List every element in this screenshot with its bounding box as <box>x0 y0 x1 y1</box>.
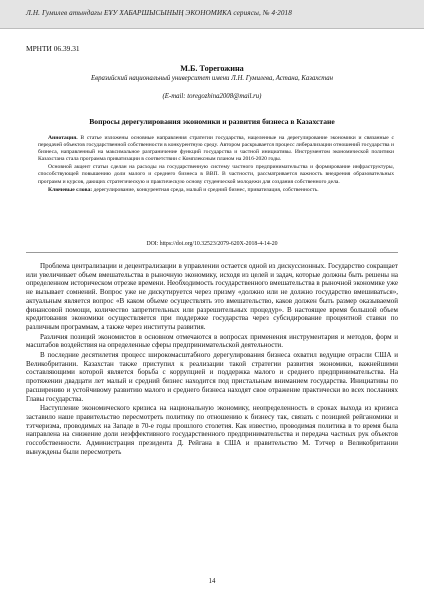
keywords <box>38 187 394 194</box>
abstract <box>38 135 394 195</box>
author-email: (E-mail: toregozhina2008@mail.ru) <box>162 93 262 100</box>
article-title: Вопросы дерегулирования экономики и развития бизнеса в Казахстане <box>89 117 335 126</box>
article-body <box>26 262 398 457</box>
abstract-label: Аннотация. <box>48 135 78 141</box>
body-paragraph: Проблема централизации и децентрализации в управлении остается одной из дискуссионных. Государство сокращает или увеличивает объем вмешательства в рыночную экономику, исходя из целей и задач, которые должны быть решены на определенном историческом отрезке времени. Необходимость государственного вмешательства в рыночной экономике уже не вызывает сомнений. Вопрос уже не дискутируется через призму «должно или не должно государство вмешиваться», актуальным является вопрос «В каком объеме осуществлять это вмешательство, каков должен быть размер оказываемой финансовой помощи, количество запретительных или разрешительных процедур». В настоящее время большой объем кредитования экономики осуществляется при поддержке государства через субсидирование процентной ставки по различным программам, а также через институты развития. <box>26 262 398 331</box>
page-number: 14 <box>208 578 216 585</box>
keywords-label: Ключевые слова: <box>48 186 93 193</box>
keywords-text: дерегулирование, конкурентная среда, малый и средний бизнес, приватизация, собственность. <box>92 186 319 193</box>
divider <box>26 252 398 253</box>
udc-code: МРНТИ 06.39.31 <box>26 44 80 53</box>
doi-link[interactable]: DOI: https://doi.org/10.32523/2079-620X-2018-4-14-20 <box>146 241 278 247</box>
author-name: М.Б. Торегожина <box>180 64 244 73</box>
abstract-paragraph <box>38 135 394 163</box>
journal-title: Л.Н. Гумилев атындағы ЕҰУ ХАБАРШЫСЫНЫҢ ЭКОНОМИКА сериясы, № 4·2018 <box>26 9 292 17</box>
body-paragraph: Наступление экономического кризиса на национальную экономику, неопределенность в сроках выхода из кризиса заставило наше правительство пересмотреть политику по отношению к бизнесу так, связать с позицией рейганомики и тэтчеризма, проводимых на Западе в 70-е годы прошлого столетия. Как известно, проводимая политика в то время была направлена на снижение доли неэффективного государственного предпринимательства и передача частных рук объектов госсобственности. Администрация президента Д. Рейгана в США и правительство М. Тэтчер в Великобритании вынуждены были пересмотреть <box>26 404 398 456</box>
body-paragraph: Различия позиций экономистов в основном отмечаются в вопросах применения инструментария и методов, форм и масштабов воздействия на определенные сферы предпринимательской деятельности. <box>26 332 398 350</box>
abstract-text: В статье изложены основные направления стратегии государства, нацеленные на дерегулирование экономики и связанные с передачей объектов государственной собственности в конкурентную среду. Автором раскрывается процесс либерализации отношений государства и бизнеса, направленный на максимальное разграничение функций государства и частной инициативы. Инструментом экономической политики Казахстана стала программа приватизации в соответствии с Комплексным планом на 2016-2020 годы. <box>38 135 394 163</box>
abstract-paragraph-2: Основной акцент статьи сделан на расходы на государственную систему частного предпринимательства и формирование инфраструктуры, способствующей повышению доли малого и среднего бизнеса в ВВП. В частности, рассматривается важность внедрения образовательных программ и курсов, дающих стратегическую и практическую основу студенческой молодежи для создания собственного дела. <box>38 164 394 185</box>
author-affiliation: Евразийский национальный университет имени Л.Н. Гумилева, Астана, Казахстан <box>91 75 333 82</box>
journal-header <box>0 0 424 29</box>
body-paragraph: В последние десятилетия процесс широкомасштабного дерегулирования бизнеса охватил ведущие отрасли США и Великобритании. Казахстан также приступил к реализации такой стратегии развития экономики, важнейшими составляющими которой является борьба с коррупцией и поддержка малого и среднего предпринимательства. На протяжении двадцати лет малый и средний бизнес находится под пристальным вниманием государства. Инициативы по расширению и устойчивому развитию малого и среднего бизнеса находят свое отражение практически во всех посланиях Главы государства. <box>26 351 398 403</box>
